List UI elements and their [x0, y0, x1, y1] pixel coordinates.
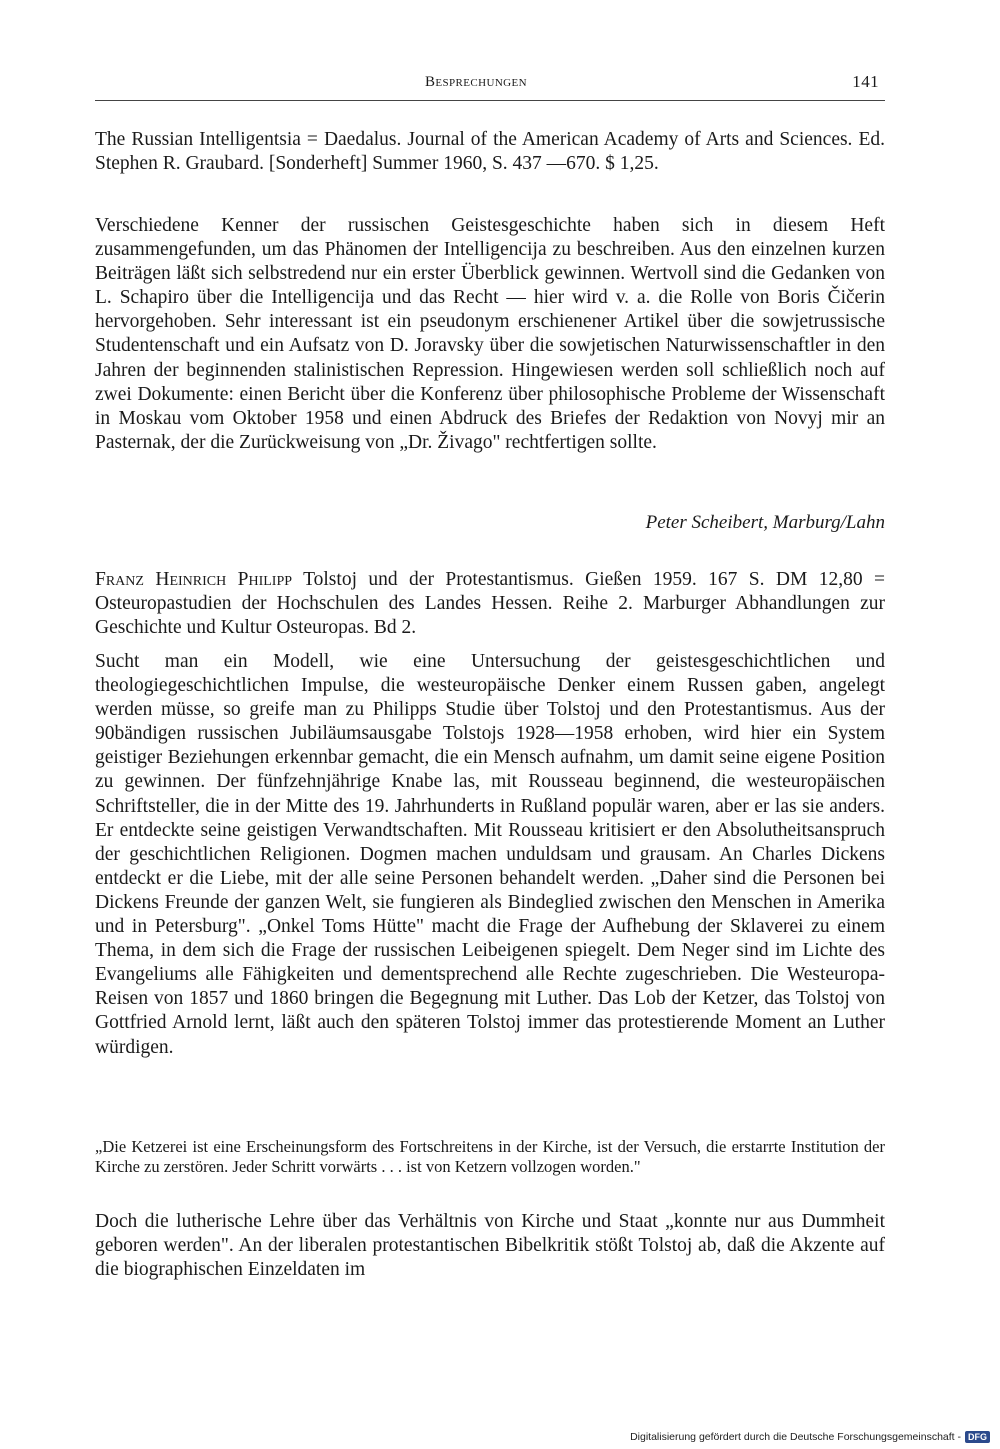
dfg-logo: DFG — [965, 1431, 990, 1443]
review2-continuation: Doch die lutherische Lehre über das Verhältnis von Kirche und Staat „konnte nur aus Dummheit geboren werden". An der liberalen protestantischen Bibelkritik stößt Tolstoj ab, daß die Akzente auf die biographischen Einzeldaten im — [95, 1211, 885, 1281]
running-header — [95, 70, 885, 101]
review2-citation-text: Tolstoj und der Protestantismus. Gießen 1959. 167 S. DM 12,80 = Osteuropastudien der Hochschulen des Landes Hessen. Reihe 2. Marburger Abhandlungen zur Geschichte und Kultur Osteuropas. Bd 2. — [95, 569, 885, 639]
review2-body: Sucht man ein Modell, wie eine Untersuchung der geistesgeschichtlichen und theologiegeschichtlichen Impulse, die westeuropäische Denker einem Russen gaben, angelegt werden müsse, so greife man zu Philipps Studie über Tolstoj und den Protestantismus. Aus der 90bändigen russischen Jubiläumsausgabe Tolstojs 1928—1958 erhoben, wird hier ein System geistiger Beziehungen erkennbar gemacht, die ein Mensch aufnahm, um damit seine eigene Position zu gewinnen. Der fünfzehnjährige Knabe las, mit Rousseau beginnend, die westeuropäischen Schriftsteller, die in der Mitte des 19. Jahrhunderts in Rußland populär waren, aber er las sie anders. Er entdeckte seine geistigen Verwandtschaften. Mit Rousseau kritisiert er den Absolutheitsanspruch der geschichtlichen Religionen. Dogmen machen unduldsam und grausam. An Charles Dickens entdeckt er die Liebe, mit der alle seine Personen behandelt werden. „Daher sind die Personen bei Dickens Freunde der ganzen Welt, sie fungieren als Bindeglied zwischen den Menschen in Amerika und in Petersburg". „Onkel Toms Hütte" macht die Frage der Aufhebung der Sklaverei zu einem Thema, in dem sich die Frage der russischen Leibeigenen spiegelt. Dem Neger sind im Lichte des Evangeliums alle Fähigkeiten und dementsprechend alle Rechte zugeschrieben. Die Westeuropa-Reisen von 1857 und 1860 bringen die Begegnung mit Luther. Das Lob der Ketzer, das Tolstoj von Gottfried Arnold lernt, läßt auch den späteren Tolstoj immer das protestierende Moment an Luther würdigen. — [95, 651, 885, 1058]
section-title: Besprechungen — [425, 74, 527, 90]
page — [95, 70, 885, 1281]
review1-signature: Peter Scheibert, Marburg/Lahn — [645, 512, 885, 533]
footer-text: Digitalisierung gefördert durch die Deutsche Forschungsgemeinschaft - — [630, 1431, 961, 1443]
digitization-footer — [630, 1431, 990, 1443]
page-number: 141 — [852, 72, 879, 91]
review2-quote: „Die Ketzerei ist eine Erscheinungsform des Fortschreitens in der Kirche, ist der Versuch, die erstarrte Institution der Kirche zu zerstören. Jeder Schritt vorwärts . . . ist von Ketzern vollzogen worden." — [95, 1137, 885, 1176]
review1-body: Verschiedene Kenner der russischen Geistesgeschichte haben sich in diesem Heft zusammengefunden, um das Phänomen der Intelligencija zu beschreiben. Aus den einzelnen kurzen Beiträgen läßt sich selbstredend nur ein erster Überblick gewinnen. Wertvoll sind die Gedanken von L. Schapiro über die Intelligencija und das Recht — hier wird v. a. die Rolle von Boris Čičerin hervorgehoben. Sehr interessant ist ein pseudonym erschienener Artikel über die sowjetrussische Studentenschaft und ein Aufsatz von D. Joravsky über die sowjetischen Naturwissenschaftler in den Jahren der beginnenden stalinistischen Repression. Hingewiesen werden soll schließlich noch auf zwei Dokumente: einen Bericht über die Konferenz über philosophische Probleme der Wissenschaft in Moskau vom Oktober 1958 und einen Abdruck des Briefes der Redaktion von Novyj mir an Pasternak, der die Zurückweisung von „Dr. Živago" rechtfertigen sollte. — [95, 215, 885, 453]
review2-citation — [95, 568, 885, 640]
review2-author: Franz Heinrich Philipp — [95, 569, 293, 590]
review1-citation: The Russian Intelligentsia = Daedalus. Journal of the American Academy of Arts and Sciences. Ed. Stephen R. Graubard. [Sonderheft] Summer 1960, S. 437 —670. $ 1,25. — [95, 129, 885, 175]
